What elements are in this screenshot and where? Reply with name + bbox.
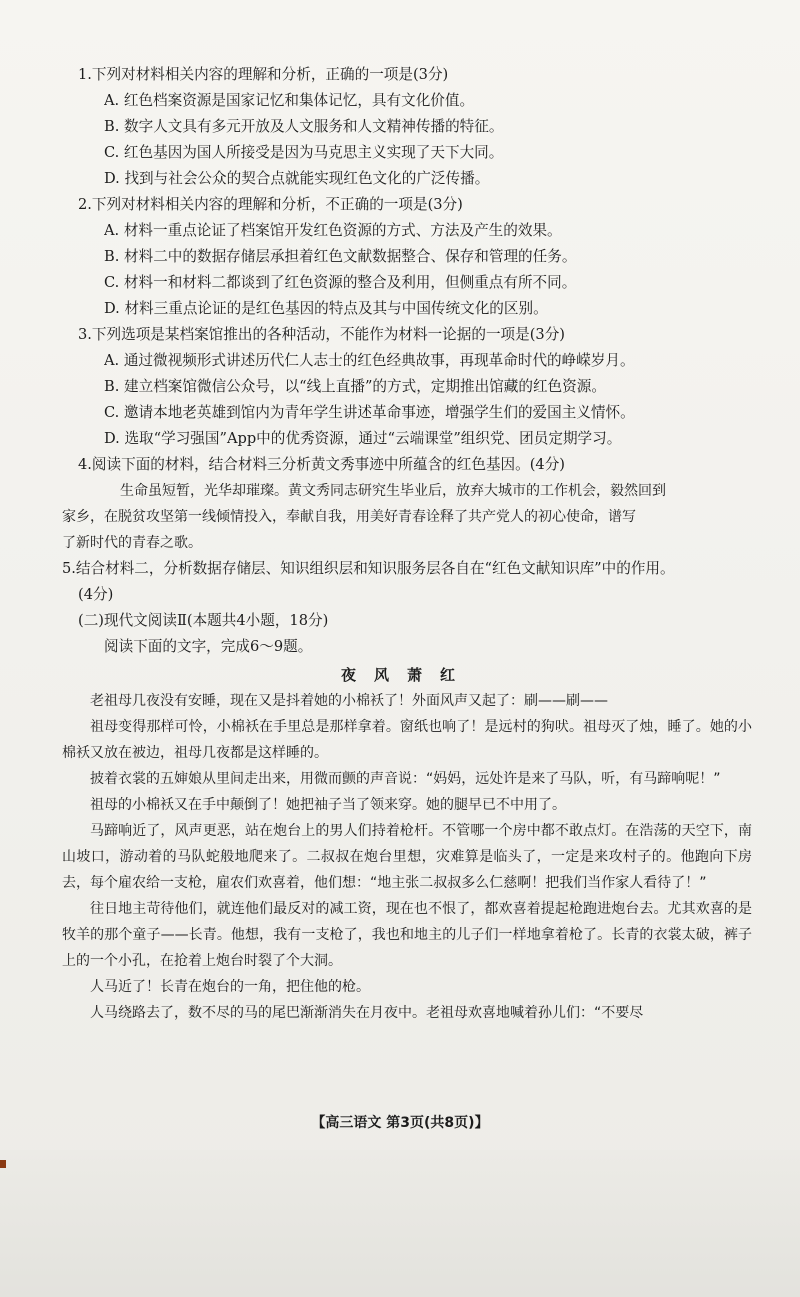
story-paragraph: 祖母的小棉袄又在手中颠倒了！她把袖子当了领来穿。她的腿早已不中用了。 xyxy=(90,797,566,813)
question-5-points: (4分) xyxy=(78,586,114,603)
question-4-material-line-2: 家乡，在脱贫攻坚第一线倾情投入，奉献自我，用美好青春诠释了共产党人的初心使命，谱写 xyxy=(62,509,636,525)
section-2-instruction: 阅读下面的文字，完成6～9题。 xyxy=(104,638,313,655)
question-1-option-b: B. 数字人文具有多元开放及人文服务和人文精神传播的特征。 xyxy=(104,118,504,135)
question-2-option-d: D. 材料三重点论证的是红色基因的特点及其与中国传统文化的区别。 xyxy=(104,300,548,317)
question-1-option-a: A. 红色档案资源是国家记忆和集体记忆，具有文化价值。 xyxy=(104,92,475,109)
question-4-material-line-3: 了新时代的青春之歌。 xyxy=(62,535,202,551)
question-3-option-b: B. 建立档案馆微信公众号，以“线上直播”的方式，定期推出馆藏的红色资源。 xyxy=(104,378,606,395)
question-1-option-d: D. 找到与社会公众的契合点就能实现红色文化的广泛传播。 xyxy=(104,170,490,187)
question-2-option-a: A. 材料一重点论证了档案馆开发红色资源的方式、方法及产生的效果。 xyxy=(104,222,562,239)
page-bottom-margin xyxy=(0,1150,800,1297)
story-paragraph: 马蹄响近了，风声更恶，站在炮台上的男人们持着枪杆。不管哪一个房中都不敢点灯。在浩荡的天空下，南山坡口，游动着的马队蛇般地爬来了。二叔叔在炮台里想，灾难算是临头了，一定是来攻村子的。他跑向下房去，每个雇农给一支枪，雇农们欢喜着，他们想：“地主张二叔叔多么仁慈啊！把我们当作家人看待了！” xyxy=(62,823,752,891)
question-4-stem: 4.阅读下面的材料，结合材料三分析黄文秀事迹中所蕴含的红色基因。(4分) xyxy=(78,456,566,473)
story-paragraph: 披着衣裳的五婶娘从里间走出来，用微而颤的声音说：“妈妈，远处许是来了马队，听，有马蹄响呢！” xyxy=(90,771,721,787)
question-4-material-line-1: 生命虽短暂，光华却璀璨。黄文秀同志研究生毕业后，放弃大城市的工作机会，毅然回到 xyxy=(120,483,666,499)
question-3-option-d: D. 选取“学习强国”App中的优秀资源，通过“云端课堂”组织党、团员定期学习。 xyxy=(104,430,622,447)
question-5-stem: 5.结合材料二，分析数据存储层、知识组织层和知识服务层各自在“红色文献知识库”中的作用。 xyxy=(62,560,675,577)
section-2-heading: (二)现代文阅读Ⅱ(本题共4小题，18分) xyxy=(78,612,329,629)
question-1-option-c: C. 红色基因为国人所接受是因为马克思主义实现了天下大同。 xyxy=(104,144,504,161)
question-3-stem: 3.下列选项是某档案馆推出的各种活动，不能作为材料一论据的一项是(3分) xyxy=(78,326,566,343)
question-3-option-a: A. 通过微视频形式讲述历代仁人志士的红色经典故事，再现革命时代的峥嵘岁月。 xyxy=(104,352,635,369)
question-2-option-b: B. 材料二中的数据存储层承担着红色文献数据整合、保存和管理的任务。 xyxy=(104,248,577,265)
story-paragraph: 人马绕路去了，数不尽的马的尾巴渐渐消失在月夜中。老祖母欢喜地喊着孙儿们：“不要尽 xyxy=(90,1005,644,1021)
page-footer: 【高三语文 第3页(共8页)】 xyxy=(311,1115,489,1131)
page-content xyxy=(62,62,752,1026)
story-paragraph: 祖母变得那样可怜，小棉袄在手里总是那样拿着。窗纸也响了！是远村的狗吠。祖母灭了烛，睡了。她的小棉袄又放在被边，祖母几夜都是这样睡的。 xyxy=(62,719,752,761)
paper-mark xyxy=(0,1160,6,1168)
story-paragraph: 往日地主苛待他们，就连他们最反对的减工资，现在也不恨了，都欢喜着提起枪跑进炮台去。尤其欢喜的是牧羊的那个童子——长青。他想，我有一支枪了，我也和地主的儿子们一样地拿着枪了。长青的衣裳太破，裤子上的一个小孔，在抢着上炮台时裂了个大洞。 xyxy=(62,901,752,969)
question-1-stem: 1.下列对材料相关内容的理解和分析，正确的一项是(3分) xyxy=(78,66,449,83)
question-3-option-c: C. 邀请本地老英雄到馆内为青年学生讲述革命事迹，增强学生们的爱国主义情怀。 xyxy=(104,404,635,421)
story-title: 夜风萧红 xyxy=(340,666,473,684)
story-paragraph: 人马近了！长青在炮台的一角，把住他的枪。 xyxy=(90,979,370,995)
question-2-stem: 2.下列对材料相关内容的理解和分析，不正确的一项是(3分) xyxy=(78,196,463,213)
question-2-option-c: C. 材料一和材料二都谈到了红色资源的整合及利用，但侧重点有所不同。 xyxy=(104,274,577,291)
story-paragraph: 老祖母几夜没有安睡，现在又是抖着她的小棉袄了！外面风声又起了：刷——刷—— xyxy=(90,693,608,709)
